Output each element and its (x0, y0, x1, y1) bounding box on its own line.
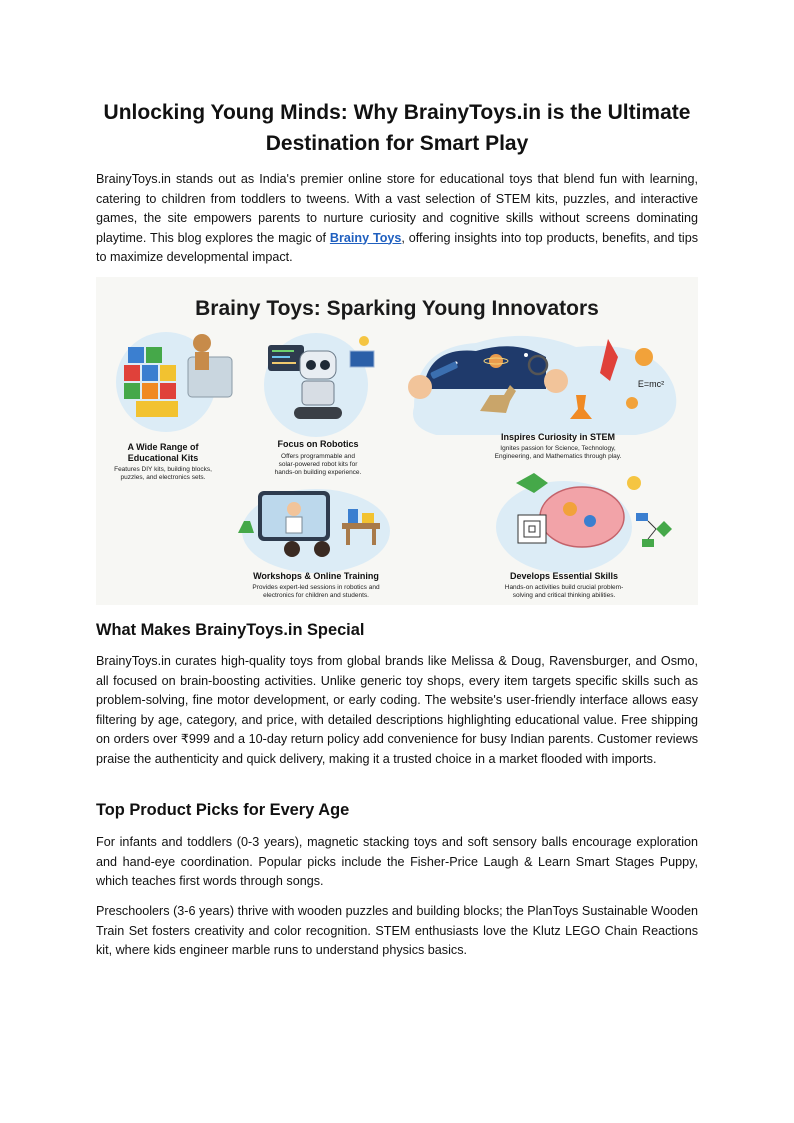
panel-3-desc-line-1: Ignites passion for Science, Technology, (500, 445, 616, 452)
planet-icon (489, 354, 503, 368)
intro-paragraph (96, 170, 698, 268)
panel-1-title-line-2: Educational Kits (127, 453, 199, 463)
intro-text-end: , offering insights into top products, benefits, and tips to maximize developmental impact. (96, 230, 699, 264)
panel-2-desc-line-3: hands-on building experience. (274, 469, 362, 476)
infographic-figure (96, 277, 698, 605)
article-title: Unlocking Young Minds: Why BrainyToys.in is the Ultimate Destination for Smart Play (103, 101, 691, 155)
section-heading-top-picks: Top Product Picks for Every Age (96, 801, 350, 819)
gear-icon (635, 348, 653, 366)
brainy-toys-link[interactable]: Brainy Toys (329, 230, 402, 245)
solar-panel-icon (350, 351, 374, 367)
student-1-icon (284, 541, 300, 557)
panel-4-desc-line-1: Provides expert-led sessions in robotics and (252, 584, 380, 591)
lightbulb-icon (627, 476, 641, 490)
panel-4-desc-line-2: electronics for children and students. (263, 592, 369, 599)
infographic-title: Brainy Toys: Sparking Young Innovators (195, 297, 599, 320)
panel-3-desc-line-2: Engineering, and Mathematics through play. (494, 453, 622, 460)
panel-1-desc-line-1: Features DIY kits, building blocks, (114, 466, 212, 473)
panel-5-title: Develops Essential Skills (509, 571, 619, 581)
electronics-box-icon (188, 357, 232, 397)
brain-icon (540, 487, 624, 547)
blocks-icon (136, 401, 178, 417)
panel-2-desc-line-1: Offers programmable and (281, 453, 355, 460)
intro-text-start: BrainyToys.in stands out as India's premier online store for educational toys that blend fun with learning, catering to children from toddlers to tweens. With a vast selection of STEM kits, puzzles, and interactive games, the site empowers parents to nurture curiosity and cognitive skills without screens dominating playtime. This blog explores the magic of (96, 172, 698, 245)
gear-small-icon (626, 397, 638, 409)
instructor-icon (287, 502, 301, 516)
child-1-icon (408, 375, 432, 399)
panel-2-title: Focus on Robotics (277, 439, 359, 449)
panel-4-title: Workshops & Online Training (253, 571, 379, 581)
top-picks-paragraph-1: For infants and toddlers (0-3 years), magnetic stacking toys and soft sensory balls encourage exploration and hand-eye coordination. Popular picks include the Fisher-Price Laugh & Learn Smart Stages Puppy, which teaches first words through songs. (96, 835, 698, 888)
robot-tracks-icon (294, 407, 342, 419)
panel-2-desc-line-2: solar-powered robot kits for (278, 461, 358, 468)
maze-icon (518, 515, 546, 543)
section-heading-special: What Makes BrainyToys.in Special (96, 621, 365, 639)
student-2-icon (314, 541, 330, 557)
section-special-paragraph: BrainyToys.in curates high-quality toys from global brands like Melissa & Doug, Ravensburger, and Osmo, all focused on brain-boosting activities. Unlike generic toy shops, every item targets specific skills such as problem-solving, fine motor development, or early coding. The website's user-friendly interface allows easy filtering by age, category, and price, with detailed descriptions highlighting educational value. Free shipping on orders over ₹999 and a 10-day return policy add convenience for busy Indian parents. Customer reviews praise the authenticity and quick delivery, making it a trusted choice in a market flooded with imports. (96, 654, 698, 766)
top-picks-paragraph-2: Preschoolers (3-6 years) thrive with wooden puzzles and building blocks; the PlanToys Sustainable Wooden Train Set fosters creativity and color recognition. STEM enthusiasts love the Klutz LEGO Chain Reactions kit, where kids engineer marble runs to understand physics basics. (96, 904, 698, 957)
robot-body-icon (302, 381, 334, 405)
panel-1-title-line-1: A Wide Range of (127, 442, 199, 452)
panel-5-desc-line-2: solving and critical thinking abilities. (512, 592, 616, 599)
infographic-svg (96, 277, 698, 605)
wooden-robot-icon (193, 334, 211, 352)
formula-text: E=mc² (637, 379, 665, 389)
robot-head-icon (300, 351, 336, 379)
flowchart-icon (636, 513, 648, 521)
sun-icon (359, 336, 369, 346)
panel-5-desc-line-1: Hands-on activities build crucial problem- (504, 584, 624, 591)
workbench-icon (342, 523, 380, 529)
panel-3-title: Inspires Curiosity in STEM (500, 432, 616, 442)
child-2-icon (544, 369, 568, 393)
panel-1-desc-line-2: puzzles, and electronics sets. (120, 474, 206, 481)
